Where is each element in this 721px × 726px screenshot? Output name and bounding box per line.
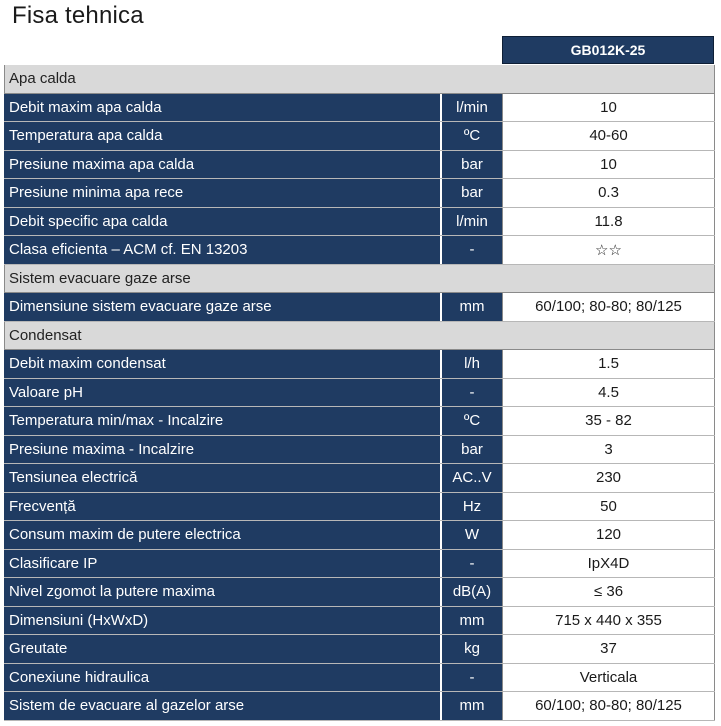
spec-row xyxy=(4,407,715,436)
spec-row xyxy=(4,379,715,408)
spec-row xyxy=(4,635,715,664)
spec-unit: Hz xyxy=(442,493,502,521)
spec-name: Dimensiune sistem evacuare gaze arse xyxy=(4,293,442,321)
spec-row xyxy=(4,151,715,180)
spec-name: Temperatura apa calda xyxy=(4,122,442,150)
spec-value: 1.5 xyxy=(502,350,715,378)
spec-name: Tensiunea electrică xyxy=(4,464,442,492)
spec-value: IpX4D xyxy=(502,550,715,578)
spec-unit: bar xyxy=(442,179,502,207)
spec-unit: - xyxy=(442,664,502,692)
spec-name: Valoare pH xyxy=(4,379,442,407)
spec-row xyxy=(4,692,715,721)
spec-name: Temperatura min/max - Incalzire xyxy=(4,407,442,435)
spec-unit: bar xyxy=(442,436,502,464)
spec-unit: l/h xyxy=(442,350,502,378)
spec-value: 11.8 xyxy=(502,208,715,236)
spec-value: 120 xyxy=(502,521,715,549)
spec-row xyxy=(4,293,715,322)
spec-value: 40-60 xyxy=(502,122,715,150)
spec-name: Consum maxim de putere electrica xyxy=(4,521,442,549)
spec-row xyxy=(4,208,715,237)
spec-unit: mm xyxy=(442,607,502,635)
spec-value: 0.3 xyxy=(502,179,715,207)
spec-value: 230 xyxy=(502,464,715,492)
spec-unit: AC..V xyxy=(442,464,502,492)
spec-row xyxy=(4,550,715,579)
spec-row xyxy=(4,94,715,123)
spec-row xyxy=(4,350,715,379)
spec-name: Frecvență xyxy=(4,493,442,521)
spec-name: Dimensiuni (HxWxD) xyxy=(4,607,442,635)
spec-unit: - xyxy=(442,550,502,578)
spec-unit: l/min xyxy=(442,208,502,236)
spec-row xyxy=(4,521,715,550)
spec-value: 35 - 82 xyxy=(502,407,715,435)
spec-name: Greutate xyxy=(4,635,442,663)
spec-name: Nivel zgomot la putere maxima xyxy=(4,578,442,606)
spec-name: Debit maxim apa calda xyxy=(4,94,442,122)
spec-row xyxy=(4,493,715,522)
section-header: Sistem evacuare gaze arse xyxy=(4,265,715,294)
spec-unit: ºC xyxy=(442,122,502,150)
spec-name: Presiune minima apa rece xyxy=(4,179,442,207)
spec-row xyxy=(4,179,715,208)
spec-value: 10 xyxy=(502,151,715,179)
spec-name: Conexiune hidraulica xyxy=(4,664,442,692)
spec-row xyxy=(4,464,715,493)
spec-name: Sistem de evacuare al gazelor arse xyxy=(4,692,442,720)
spec-table xyxy=(4,65,715,721)
spec-value: ≤ 36 xyxy=(502,578,715,606)
spec-unit: W xyxy=(442,521,502,549)
spec-row xyxy=(4,236,715,265)
spec-value: 60/100; 80-80; 80/125 xyxy=(502,692,715,720)
spec-name: Debit maxim condensat xyxy=(4,350,442,378)
model-header: GB012K-25 xyxy=(502,36,714,64)
spec-value: 50 xyxy=(502,493,715,521)
spec-unit: mm xyxy=(442,692,502,720)
section-header: Condensat xyxy=(4,322,715,351)
spec-row xyxy=(4,607,715,636)
spec-value: 715 x 440 x 355 xyxy=(502,607,715,635)
spec-unit: kg xyxy=(442,635,502,663)
spec-unit: bar xyxy=(442,151,502,179)
spec-row xyxy=(4,436,715,465)
spec-unit: - xyxy=(442,379,502,407)
spec-value: 3 xyxy=(502,436,715,464)
spec-unit: dB(A) xyxy=(442,578,502,606)
spec-row xyxy=(4,664,715,693)
spec-value: 37 xyxy=(502,635,715,663)
spec-unit: ºC xyxy=(442,407,502,435)
spec-value: Verticala xyxy=(502,664,715,692)
section-header: Apa calda xyxy=(4,65,715,94)
spec-name: Presiune maxima - Incalzire xyxy=(4,436,442,464)
spec-name: Debit specific apa calda xyxy=(4,208,442,236)
spec-name: Clasificare IP xyxy=(4,550,442,578)
spec-name: Clasa eficienta – ACM cf. EN 13203 xyxy=(4,236,442,264)
spec-unit: - xyxy=(442,236,502,264)
page-title: Fisa tehnica xyxy=(12,2,144,29)
spec-unit: l/min xyxy=(442,94,502,122)
spec-unit: mm xyxy=(442,293,502,321)
spec-value: 4.5 xyxy=(502,379,715,407)
spec-row xyxy=(4,122,715,151)
spec-row xyxy=(4,578,715,607)
spec-value: ☆☆ xyxy=(502,236,715,264)
spec-value: 60/100; 80-80; 80/125 xyxy=(502,293,715,321)
spec-name: Presiune maxima apa calda xyxy=(4,151,442,179)
spec-value: 10 xyxy=(502,94,715,122)
